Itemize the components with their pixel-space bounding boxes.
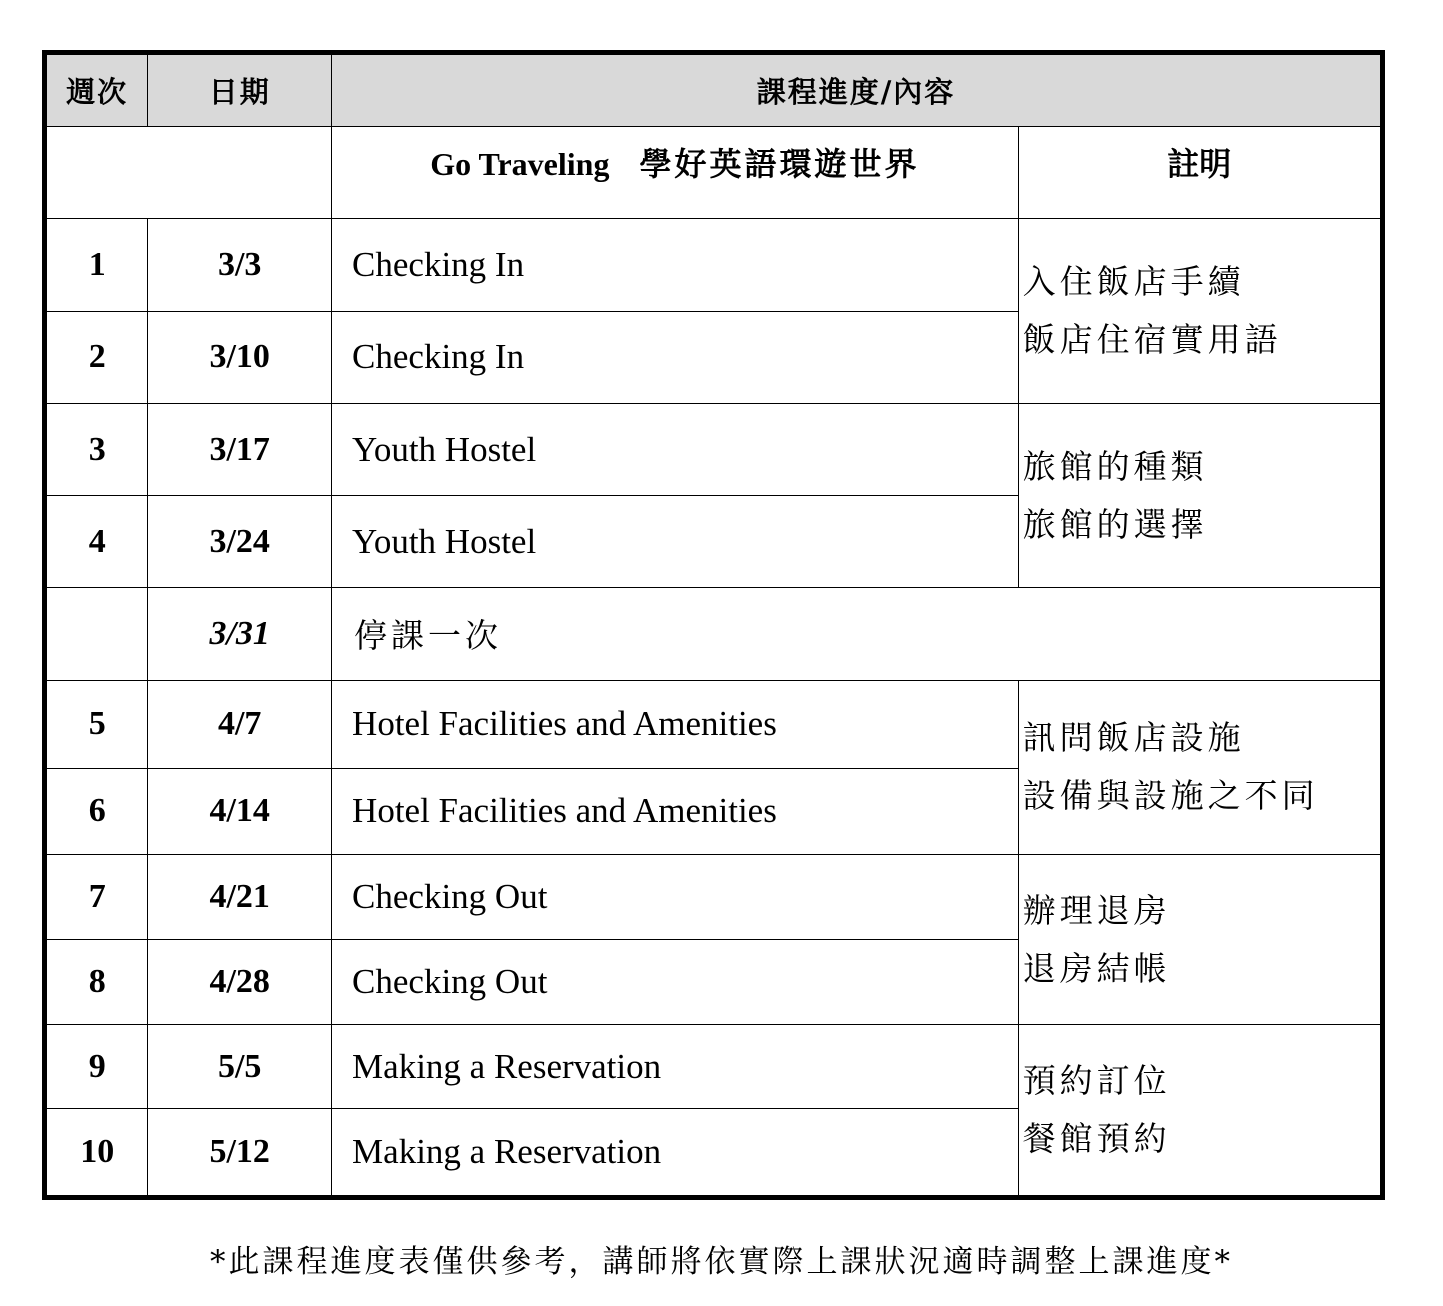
date-cell: 5/5 — [148, 1025, 332, 1108]
note-header: 註明 — [1018, 127, 1382, 219]
course-title-en: Go Traveling — [430, 146, 610, 183]
topic-cell: Youth Hostel — [332, 496, 1019, 588]
week-cell: 4 — [45, 496, 148, 588]
note-line: 辦理退房 — [1022, 890, 1171, 930]
subheader-blank — [45, 127, 332, 219]
note-cell — [1018, 855, 1382, 1025]
topic-cell: Hotel Facilities and Amenities — [332, 680, 1019, 768]
course-title — [332, 127, 1019, 219]
week-cell: 3 — [45, 403, 148, 495]
week-cell: 6 — [45, 768, 148, 854]
note-cell — [1018, 680, 1382, 854]
course-schedule-table — [42, 50, 1385, 1200]
week-cell: 7 — [45, 855, 148, 940]
note-line: 旅館的選擇 — [1022, 504, 1208, 544]
date-cell: 3/31 — [148, 588, 332, 680]
note-line: 設備與設施之不同 — [1022, 776, 1319, 816]
table-row — [45, 219, 1383, 311]
table-row — [45, 403, 1383, 495]
note-line: 退房結帳 — [1022, 948, 1171, 988]
header-week: 週次 — [45, 53, 148, 127]
date-cell: 4/21 — [148, 855, 332, 940]
week-cell: 5 — [45, 680, 148, 768]
date-cell: 3/10 — [148, 311, 332, 403]
note-cell — [1018, 1025, 1382, 1198]
topic-cell: Making a Reservation — [332, 1025, 1019, 1108]
subheader-row — [45, 127, 1383, 219]
header-row — [45, 53, 1383, 127]
topic-cell: Checking Out — [332, 940, 1019, 1025]
topic-cell: Making a Reservation — [332, 1108, 1019, 1197]
topic-cell: Checking In — [332, 219, 1019, 311]
date-cell: 3/3 — [148, 219, 332, 311]
header-content: 課程進度/內容 — [332, 53, 1383, 127]
header-date: 日期 — [148, 53, 332, 127]
week-cell: 8 — [45, 940, 148, 1025]
note-line: 飯店住宿實用語 — [1022, 320, 1282, 360]
date-cell: 4/7 — [148, 680, 332, 768]
note-line: 入住飯店手續 — [1022, 262, 1245, 302]
table-row-cancelled — [45, 588, 1383, 680]
week-cell: 2 — [45, 311, 148, 403]
date-cell: 4/14 — [148, 768, 332, 854]
footer-note: *此課程進度表僅供參考，講師將依實際上課狀況適時調整上課進度* — [210, 1244, 1233, 1280]
cancel-cell: 停課一次 — [332, 588, 1383, 680]
week-cell: 9 — [45, 1025, 148, 1108]
note-line: 餐館預約 — [1022, 1119, 1171, 1159]
topic-cell: Youth Hostel — [332, 403, 1019, 495]
note-line: 訊問飯店設施 — [1022, 718, 1245, 758]
table-row — [45, 680, 1383, 768]
date-cell: 5/12 — [148, 1108, 332, 1197]
week-cell: 10 — [45, 1108, 148, 1197]
topic-cell: Hotel Facilities and Amenities — [332, 768, 1019, 854]
date-cell: 3/17 — [148, 403, 332, 495]
topic-cell: Checking In — [332, 311, 1019, 403]
week-cell: 1 — [45, 219, 148, 311]
note-line: 預約訂位 — [1022, 1061, 1171, 1101]
topic-cell: Checking Out — [332, 855, 1019, 940]
date-cell: 3/24 — [148, 496, 332, 588]
table-row — [45, 1025, 1383, 1108]
table-row — [45, 855, 1383, 940]
week-cell — [45, 588, 148, 680]
note-cell — [1018, 219, 1382, 403]
note-cell — [1018, 403, 1382, 587]
date-cell: 4/28 — [148, 940, 332, 1025]
note-line: 旅館的種類 — [1022, 446, 1208, 486]
course-title-zh: 學好英語環遊世界 — [639, 145, 920, 184]
